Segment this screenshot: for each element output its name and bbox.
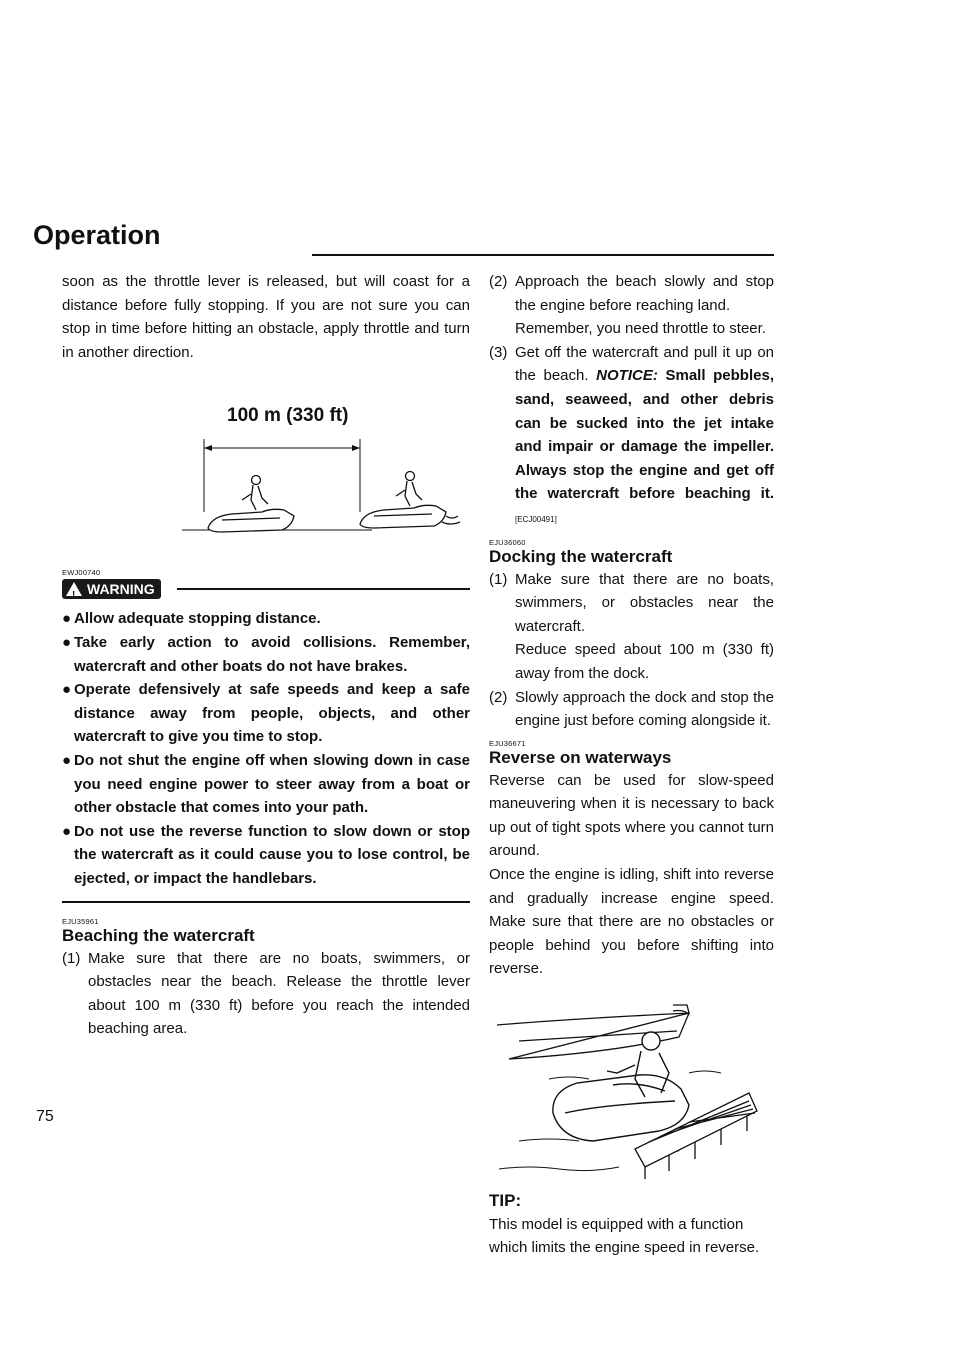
warning-item: ● Operate defensively at safe speeds and keep a safe distance away from people, objects, and other watercraft to give you time to stop. (62, 678, 470, 749)
tip-block (489, 1189, 774, 1260)
section-heading: Beaching the watercraft (62, 925, 255, 945)
reverse-paragraph: Once the engine is idling, shift into reverse and gradually increase engine speed. Make sure that there are no obstacles or people behind you before shifting into reverse. (489, 866, 774, 978)
watercraft-distance-illustration (62, 404, 470, 552)
beaching-section (62, 917, 470, 1041)
bullet-icon: ● (62, 822, 72, 840)
page-number: 75 (36, 1108, 54, 1125)
warning-header (62, 579, 470, 602)
distance-label: 100 m (330 ft) (227, 405, 349, 427)
left-column (62, 270, 470, 1041)
warning-block (62, 568, 470, 902)
right-column (489, 270, 774, 1260)
section-code: EJU35961 (62, 916, 99, 926)
notice-reference: [ECJ00491] (515, 514, 557, 524)
warning-rule (177, 588, 470, 590)
warning-list (62, 607, 470, 890)
tip-text: This model is equipped with a function which limits the engine speed in reverse. (489, 1215, 760, 1257)
warning-item: ● Allow adequate stopping distance. (62, 607, 470, 631)
warning-code: EWJ00740 (62, 568, 101, 578)
header-rule (312, 254, 774, 256)
reverse-section (489, 739, 774, 981)
stopping-distance-figure (62, 404, 470, 552)
section-heading: Reverse on waterways (489, 747, 672, 767)
step-item: (2) Approach the beach slowly and stop the engine before reaching land. Remember, you need throttle to steer. (489, 273, 774, 338)
reverse-paragraph: Reverse can be used for slow-speed maneuvering when it is necessary to back up out of tight spots where you cannot turn around. (489, 771, 774, 860)
step-item: (2) Slowly approach the dock and stop the engine just before coming alongside it. (489, 688, 774, 730)
docking-section (489, 538, 774, 733)
section-code: EJU36671 (489, 738, 526, 748)
step-item: (1) Make sure that there are no boats, swimmers, or obstacles near the watercraft. Reduce speed about 100 m (330 ft) away from the dock. (489, 570, 774, 682)
notice-label: NOTICE: (596, 367, 658, 385)
watercraft-dock-illustration (489, 1001, 774, 1181)
reverse-docking-figure (489, 1001, 774, 1181)
warning-item: ● Do not use the reverse function to slow down or stop the watercraft as it could cause you to lose control, be ejected, or impact the handlebars. (62, 820, 470, 891)
warning-badge-label: WARNING (87, 580, 155, 597)
section-code: EJU36060 (489, 537, 526, 547)
warning-item: ● Do not shut the engine off when slowing down in case you need engine power to steer away from a boat or other obstacle that comes into your path. (62, 749, 470, 820)
step-item: (1) Make sure that there are no boats, swimmers, or obstacles near the beach. Release the throttle lever about 100 m (330 ft) before you reach the intended beaching area. (62, 949, 470, 1038)
section-heading: Docking the watercraft (489, 546, 673, 566)
watercraft-icon-near (208, 476, 294, 533)
watercraft-icon-far (360, 472, 460, 529)
warning-item: ● Take early action to avoid collisions. Remember, watercraft and other boats do not have brakes. (62, 631, 470, 678)
bullet-icon: ● (62, 610, 72, 628)
tip-heading: TIP: (489, 1191, 522, 1211)
bullet-icon: ● (62, 633, 72, 651)
warning-end-rule (62, 901, 470, 903)
boat-icon (497, 1005, 689, 1059)
bullet-icon: ● (62, 681, 72, 699)
warning-triangle-icon: ! (66, 582, 82, 596)
page-title: Operation (33, 220, 161, 250)
step-item: (3) Get off the watercraft and pull it up on the beach. NOTICE: Small pebbles, sand, seaweed, and other debris can be sucked into the jet intake and impair or damage the impeller. Always stop the engine and get off the watercraft before beaching it. [ECJ00491] (489, 343, 774, 524)
warning-badge (62, 579, 161, 602)
notice-text: Small pebbles, sand, seaweed, and other debris can be sucked into the jet intake and impair or damage the impeller. Always stop the engine and get off the watercraft before beaching it. (515, 367, 774, 503)
intro-paragraph: soon as the throttle lever is released, but will coast for a distance before fully stopping. If you are not sure you can stop in time before hitting an obstacle, apply throttle and turn in another direction. (62, 273, 470, 361)
bullet-icon: ● (62, 751, 72, 769)
